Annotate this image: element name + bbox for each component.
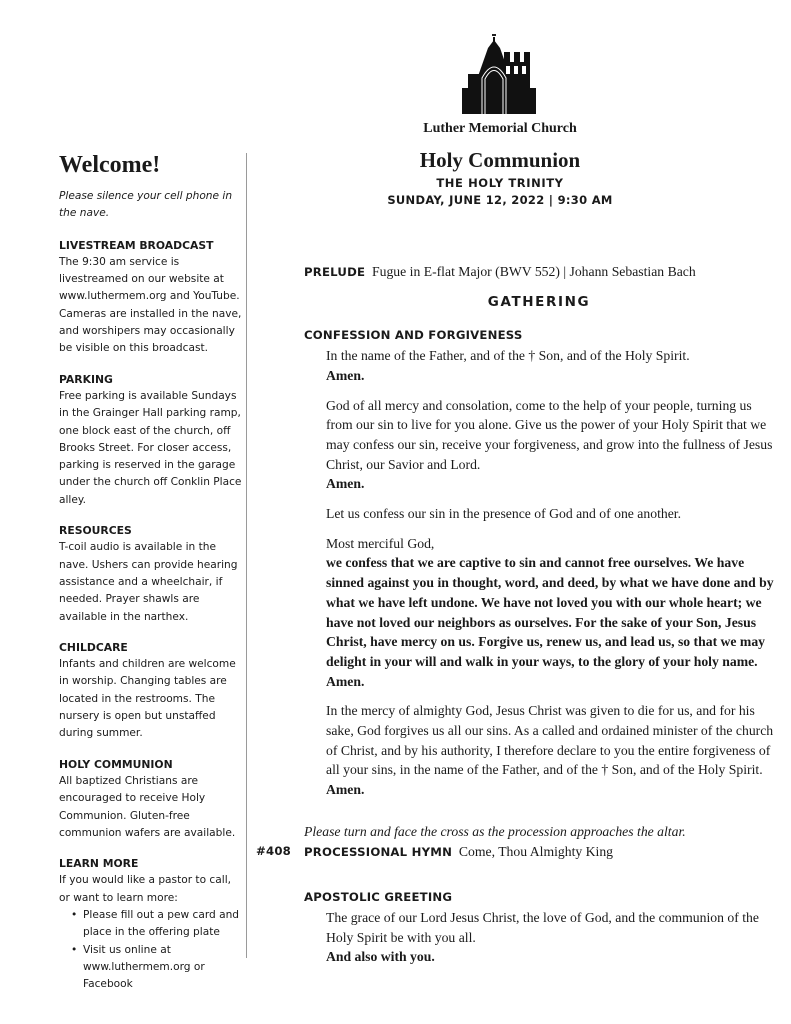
section-body: Infants and children are welcome in worship. Changing tables are located in the restrooms. The nursery is open but unstaffed during summer. — [59, 658, 236, 740]
absolution: In the mercy of almighty God, Jesus Christ was given to die for us, and for his sake, God forgives us all our sins. As a called and ordained minister of the church of Christ, and by his authority, I therefore declare to you the entire forgiveness of all your sins, in the name of the Father, and of the † Son, and of the Holy Spirit. — [326, 703, 774, 778]
greeting-text: The grace of our Lord Jesus Christ, the love of God, and the communion of the Holy Spirit be with you all. — [326, 909, 759, 945]
welcome-title: Welcome! — [59, 152, 161, 178]
hymn-label: PROCESSIONAL HYMN — [304, 844, 453, 859]
section-body: T-coil audio is available in the nave. Ushers can provide hearing assistance and a wheelchair, if needed. Prayer shawls are available in the narthex. — [59, 541, 238, 623]
section-body: If you would like a pastor to call, or want to learn more: — [59, 874, 232, 904]
greeting-response: And also with you. — [326, 949, 435, 965]
prelude-text: Fugue in E-flat Major (BWV 552) | Johann Sebastian Bach — [372, 264, 696, 279]
service-title: Holy Communion — [419, 148, 581, 172]
livestream-section — [59, 237, 244, 358]
opening-prayer: God of all mercy and consolation, come to the help of your people, turning us from our sin to live for you alone. Give us the power of your Holy Spirit that we may confess our sin, receive your forgiveness, and grow into the fullness of Jesus Christ, our Savior and Lord. — [326, 397, 773, 472]
column-divider — [246, 153, 247, 958]
hymn-title: Come, Thou Almighty King — [458, 843, 614, 859]
confession-heading: CONFESSION AND FORGIVENESS — [304, 328, 523, 343]
section-heading: PARKING — [59, 372, 113, 386]
hymn-number: #408 — [256, 843, 291, 858]
service-date-time: SUNDAY, JUNE 12, 2022 | 9:30 AM — [387, 193, 613, 207]
welcome-sidebar — [59, 150, 244, 1006]
section-body: The 9:30 am service is livestreamed on our website at www.luthermem.org and YouTube. Cameras are installed in the nave, and worshipers may occasionally be visible on this broadcast. — [59, 255, 242, 355]
childcare-section — [59, 639, 244, 743]
prelude-line — [304, 262, 774, 283]
list-item: • Visit us online at www.luthermem.org or Facebook — [83, 942, 244, 994]
section-heading: RESOURCES — [59, 524, 132, 538]
greeting-heading: APOSTOLIC GREETING — [304, 890, 453, 905]
church-name: Luther Memorial Church — [423, 121, 577, 136]
section-heading: CHILDCARE — [59, 640, 128, 654]
processional-hymn — [256, 842, 774, 863]
parking-section — [59, 371, 244, 509]
resources-section — [59, 522, 244, 626]
section-heading: HOLY COMMUNION — [59, 757, 173, 771]
amen: Amen. — [326, 673, 365, 689]
phone-notice: Please silence your cell phone in the nave. — [59, 190, 233, 220]
learn-more-list — [59, 907, 244, 993]
amen: Amen. — [326, 782, 365, 798]
gathering-title: GATHERING — [487, 293, 591, 310]
learn-more-section — [59, 855, 244, 993]
procession-note: Please turn and face the cross as the procession approaches the altar. — [304, 823, 686, 839]
confession-text: we confess that we are captive to sin and cannot free ourselves. We have sinned against you in thought, word, and deed, by what we have done and by what we have left undone. We have not loved you with our whole heart; we have not loved our neighbors as ourselves. For the sake of your Son, Jesus Christ, have mercy on us. Forgive us, renew us, and lead us, so that we may delight in your will and walk in your ways, to the glory of your holy name. — [326, 555, 774, 669]
invocation: In the name of the Father, and of the † Son, and of the Holy Spirit. — [326, 348, 690, 364]
church-building-icon — [462, 34, 536, 114]
holy-communion-section — [59, 756, 244, 842]
list-item: • Please fill out a pew card and place in the offering plate — [83, 907, 244, 942]
liturgy-main — [256, 262, 774, 967]
amen: Amen. — [326, 476, 365, 492]
confession-address: Most merciful God, — [326, 535, 435, 551]
prelude-label: PRELUDE — [304, 265, 366, 279]
section-heading: LEARN MORE — [59, 857, 139, 871]
section-heading: LIVESTREAM BROADCAST — [59, 238, 214, 252]
section-body: All baptized Christians are encouraged to receive Holy Communion. Gluten-free communion wafers are available. — [59, 774, 236, 839]
invitation-to-confession: Let us confess our sin in the presence of God and of one another. — [326, 506, 682, 522]
amen: Amen. — [326, 367, 365, 383]
feast-day: THE HOLY TRINITY — [436, 176, 564, 190]
section-body: Free parking is available Sundays in the Grainger Hall parking ramp, one block east of the church, off Brooks Street. For closer access, parking is reserved in the garage under the church off Conklin Place alley. — [59, 389, 242, 506]
